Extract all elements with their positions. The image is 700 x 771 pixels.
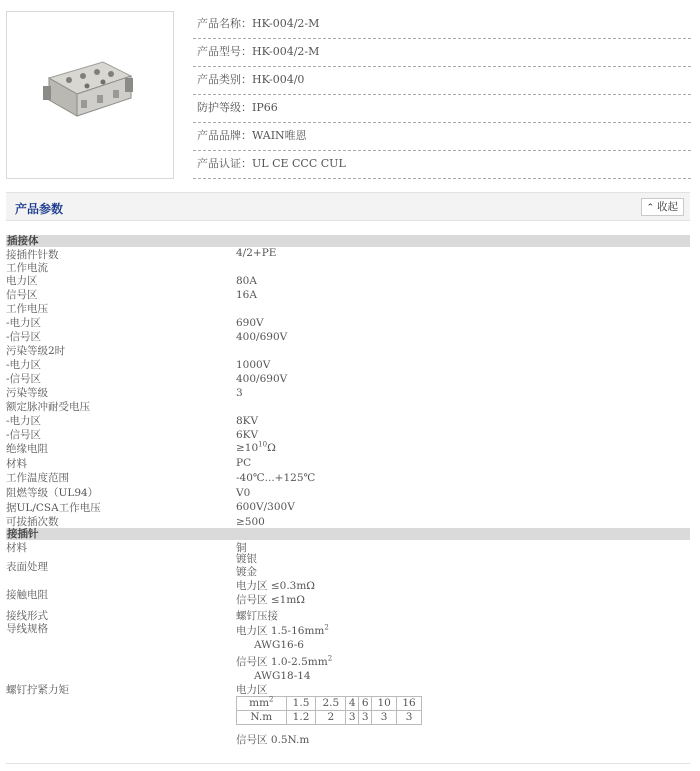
info-label: 产品认证： [197,157,252,170]
info-label: 产品类别： [197,73,252,86]
param-row [6,608,690,621]
value-superscript: 2 [324,623,329,632]
param-row [6,399,690,413]
param-value: 螺钉压接 [236,610,278,622]
value-superscript: 2 [269,695,274,704]
param-key: -信号区 [6,429,42,441]
param-value: ≥500 [236,516,265,528]
torque-row-label: N.m [237,711,287,725]
info-value: IP66 [252,101,278,114]
info-row-protection [193,95,691,123]
params-table [6,235,690,746]
torque-cell: 3 [346,711,359,725]
torque-cell: 2.5 [316,697,346,711]
product-thumbnail[interactable] [6,11,174,179]
info-label: 产品品牌： [197,129,252,142]
info-row-category [193,67,691,95]
param-row [6,273,690,287]
param-row [6,485,690,500]
torque-cell: 16 [397,697,422,711]
param-value [236,553,257,579]
param-row [6,357,690,371]
torque-row-mm [237,697,422,711]
param-value: 1000V [236,359,271,371]
param-key: 绝缘电阻 [6,443,48,455]
torque-cell: 4 [346,697,359,711]
collapse-button[interactable] [641,198,684,216]
chevron-up-icon: ⌃ [646,203,654,213]
param-row [6,301,690,315]
param-row [6,260,690,273]
param-value: -40℃...+125℃ [236,472,316,484]
param-key: 接触电阻 [6,589,48,601]
value-text: 电力区 1.5-16mm [236,625,325,637]
param-row [6,247,690,260]
param-key: -信号区 [6,373,42,385]
param-value: 铜 [236,542,247,554]
param-key: 材料 [6,542,27,554]
param-value: 4/2+PE [236,247,277,259]
param-key: 螺钉拧紧力矩 [6,684,69,696]
param-value: 80A [236,275,257,287]
param-key: 导线规格 [6,623,48,635]
torque-row-nm [237,711,422,725]
param-key: 工作温度范围 [6,472,69,484]
torque-cell: 3 [372,711,397,725]
param-row [6,371,690,385]
param-key: 电力区 [6,275,38,287]
param-value: 电力区 [236,684,268,696]
param-row [6,329,690,343]
param-key: 阻燃等级（UL94） [6,487,99,499]
torque-cell: 1.5 [286,697,316,711]
info-row-brand [193,123,691,151]
wire-spec-awg: AWG18-14 [254,670,311,682]
param-key: 污染等级 [6,387,48,399]
value-line: 信号区 ≤1mΩ [236,594,305,606]
param-key: 信号区 [6,289,38,301]
param-row [6,441,690,456]
param-key: 材料 [6,458,27,470]
section-title: 产品参数 [15,202,64,216]
param-row [6,456,690,470]
torque-cell: 10 [372,697,397,711]
param-value: 600V/300V [236,501,295,513]
param-key: -电力区 [6,415,42,427]
info-row-name [193,11,691,39]
param-row [6,470,690,485]
param-row [6,553,690,578]
value-unit: Ω [267,442,276,454]
value-line: 镀金 [236,566,257,578]
divider [6,763,690,764]
torque-table [236,696,422,725]
torque-cell: 3 [397,711,422,725]
param-key: 接线形式 [6,610,48,622]
value-line: 镀银 [236,553,257,565]
param-key: 表面处理 [6,561,48,573]
torque-cell: 6 [359,697,372,711]
param-key: 工作电压 [6,303,48,315]
info-value: UL CE CCC CUL [252,157,346,170]
wire-spec-signal [236,656,332,669]
info-value: WAIN唯恩 [252,129,307,142]
product-info-list [193,11,691,179]
param-row [6,413,690,427]
torque-cell: 3 [359,711,372,725]
signal-torque-value: 信号区 0.5N.m [236,734,310,746]
param-value [236,580,315,607]
wire-spec-awg: AWG16-6 [254,639,304,651]
param-key: 工作电流 [6,262,48,274]
param-value: V0 [236,487,251,499]
param-key: 接插件针数 [6,249,59,261]
param-row [6,343,690,357]
param-key: 额定脉冲耐受电压 [6,401,90,413]
group-header-contacts: 接插针 [6,528,690,540]
value-text: 信号区 1.0-2.5mm [236,656,328,668]
info-value: HK-004/0 [252,73,305,86]
param-value: 16A [236,289,257,301]
param-value: 8KV [236,415,259,427]
info-row-model [193,39,691,67]
info-label: 产品名称： [197,17,252,30]
param-row [6,621,690,682]
group-header-housing: 插接体 [6,235,690,247]
collapse-label: 收起 [657,201,678,213]
value-superscript: 10 [258,440,268,449]
param-row [6,287,690,301]
param-row [6,514,690,528]
param-value: 3 [236,387,243,399]
wire-spec-power [236,625,332,638]
info-label: 产品型号： [197,45,252,58]
param-key: -电力区 [6,359,42,371]
param-value: PC [236,457,252,469]
param-row [6,682,690,746]
param-value: 400/690V [236,331,288,343]
param-row [6,385,690,399]
param-key: 可拔插次数 [6,516,59,528]
param-key: 据UL/CSA工作电压 [6,502,101,514]
param-value: 400/690V [236,373,288,385]
info-label: 防护等级： [197,101,252,114]
info-value: HK-004/2-M [252,45,320,58]
value-superscript: 2 [327,654,333,663]
params-section-header [6,192,690,221]
param-key: 污染等级2时 [6,345,66,357]
value-line: 电力区 ≤0.3mΩ [236,580,315,592]
value-text: mm [249,697,270,709]
torque-cell: 2 [316,711,346,725]
torque-cell: 1.2 [286,711,316,725]
value-text: ≥10 [236,442,259,454]
info-row-certification [193,151,691,179]
param-key: -信号区 [6,331,42,343]
info-value: HK-004/2-M [252,17,320,30]
param-key: -电力区 [6,317,42,329]
param-value: 690V [236,317,264,329]
torque-row-label [237,697,287,711]
param-value: 6KV [236,429,259,441]
param-row [6,540,690,553]
param-row [6,578,690,608]
param-row [6,315,690,329]
param-value [236,621,332,683]
param-value [236,442,276,454]
param-row [6,427,690,441]
connector-image [7,12,173,178]
param-row [6,500,690,514]
